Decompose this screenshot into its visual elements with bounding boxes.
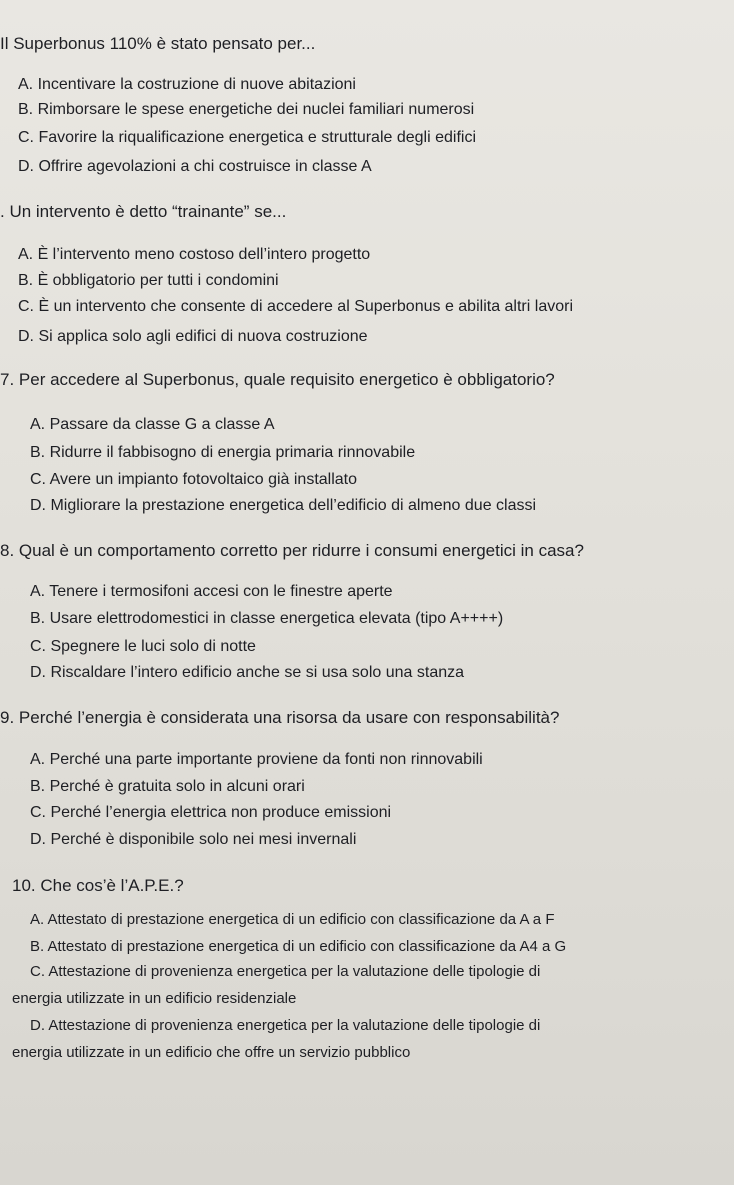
question-10-text: 10. Che cos’è l’A.P.E.?	[12, 876, 184, 895]
question-5-option-c: C. Favorire la riqualificazione energetica e strutturale degli edifici	[18, 129, 476, 146]
question-7-text: 7. Per accedere al Superbonus, quale requisito energetico è obbligatorio?	[0, 370, 555, 389]
question-7-option-c: C. Avere un impianto fotovoltaico già installato	[30, 471, 358, 488]
question-9-text: 9. Perché l’energia è considerata una risorsa da usare con responsabilità?	[0, 708, 560, 727]
question-8-option-c: C. Spegnere le luci solo di notte	[30, 638, 256, 655]
question-6-option-b: B. È obbligatorio per tutti i condomini	[18, 272, 279, 289]
question-5-option-b: B. Rimborsare le spese energetiche dei nuclei familiari numerosi	[18, 101, 475, 118]
question-7-option-b: B. Ridurre il fabbisogno di energia primaria rinnovabile	[30, 444, 416, 461]
question-6-option-d: D. Si applica solo agli edifici di nuova costruzione	[18, 328, 368, 345]
question-7-option-a: A. Passare da classe G a classe A	[30, 416, 275, 433]
question-10-option-d: D. Attestazione di provenienza energetica per la valutazione delle tipologie di	[30, 1017, 541, 1034]
question-9-option-c: C. Perché l’energia elettrica non produce emissioni	[30, 804, 392, 821]
question-5-option-a: A. Incentivare la costruzione di nuove abitazioni	[18, 76, 356, 93]
question-6-option-c: C. È un intervento che consente di accedere al Superbonus e abilita altri lavori	[18, 298, 573, 315]
question-5-option-d: D. Offrire agevolazioni a chi costruisce in classe A	[18, 158, 372, 175]
question-9-option-a: A. Perché una parte importante proviene da fonti non rinnovabili	[30, 751, 483, 768]
question-6-option-a: A. È l’intervento meno costoso dell’intero progetto	[18, 246, 371, 263]
question-10-option-b: B. Attestato di prestazione energetica di un edificio con classificazione da A4 a G	[30, 938, 567, 955]
question-8-option-b: B. Usare elettrodomestici in classe energetica elevata (tipo A++++)	[30, 610, 504, 627]
question-6-text: . Un intervento è detto “trainante” se...	[0, 202, 287, 221]
question-9-option-d: D. Perché è disponibile solo nei mesi invernali	[30, 831, 357, 848]
question-8-text: 8. Qual è un comportamento corretto per ridurre i consumi energetici in casa?	[0, 541, 584, 560]
question-8-option-a: A. Tenere i termosifoni accesi con le finestre aperte	[30, 583, 393, 600]
question-5-text: Il Superbonus 110% è stato pensato per...	[0, 34, 316, 53]
question-10-option-c: C. Attestazione di provenienza energetica per la valutazione delle tipologie di	[30, 963, 541, 980]
question-9-option-b: B. Perché è gratuita solo in alcuni orari	[30, 778, 305, 795]
question-7-option-d: D. Migliorare la prestazione energetica dell’edificio di almeno due classi	[30, 497, 537, 514]
question-10-option-a: A. Attestato di prestazione energetica di un edificio con classificazione da A a F	[30, 911, 555, 928]
question-10-option-c-continued: energia utilizzate in un edificio residenziale	[12, 990, 297, 1007]
question-10-option-d-continued: energia utilizzate in un edificio che offre un servizio pubblico	[12, 1044, 411, 1061]
question-8-option-d: D. Riscaldare l’intero edificio anche se si usa solo una stanza	[30, 664, 465, 681]
